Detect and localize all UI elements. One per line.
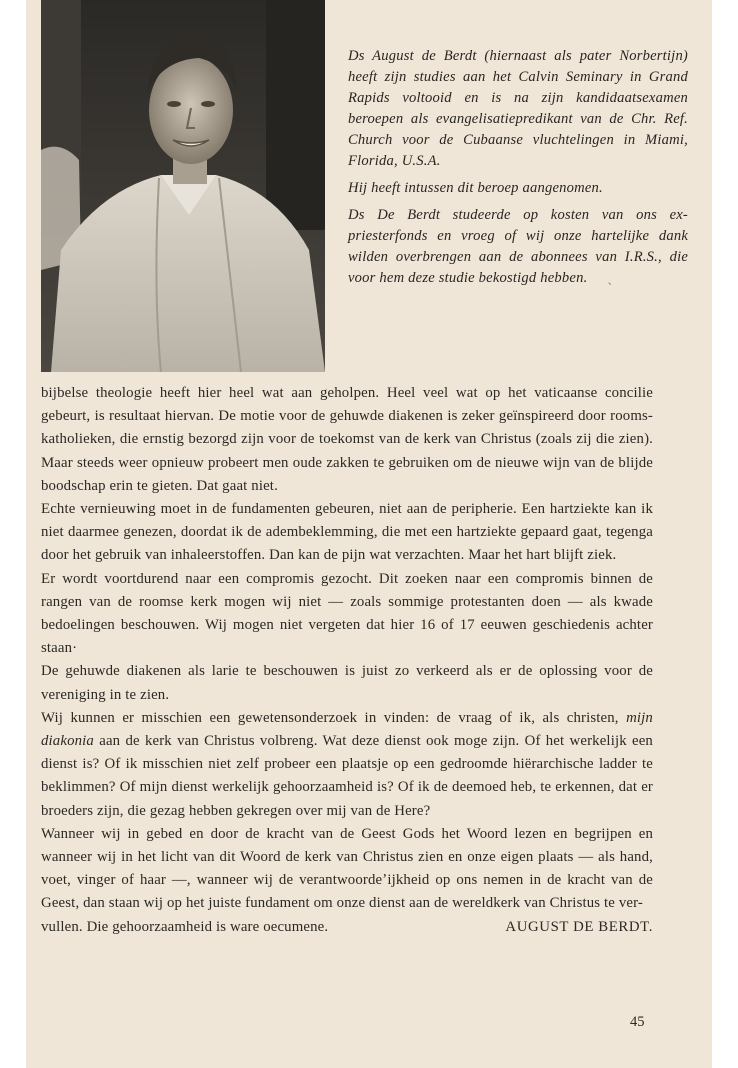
article-body bbox=[41, 382, 653, 939]
body-text-run: Wij kunnen er misschien een gewetensonderzoek in vinden: de vraag of ik, als christen, bbox=[41, 709, 627, 726]
body-paragraph: bijbelse theologie heeft hier heel wat aan geholpen. Heel veel wat op het vaticaanse concilie gebeurt, is resultaat hiervan. De motie voor de gehuwde diakenen is zeker geïnspireerd door rooms-katholieken, die ernstig bezorgd zijn voor de toekomst van de kerk van Christus (zoals zij die zien). Maar steeds weer opnieuw probeert men oude zakken te gebruiken om de nieuwe wijn van de blijde boodschap erin te gieten. Dat gaat niet. bbox=[41, 385, 653, 494]
body-text-run: aan de kerk van Christus volbreng. Wat deze dienst ook moge zijn. Of het werkelijk een dienst is? Of ik misschien niet zelf probeer een plaatsje op een gedroomde hiërarchische ladder te beklimmen? Of mijn dienst werkelijk gehoorzaamheid is? Of ik de deemoed heb, te erkennen, dat er broeders zijn, die gezag hebben gekregen over mij van de Here? bbox=[41, 733, 653, 819]
body-paragraph: Wanneer wij in gebed en door de kracht van de Geest Gods het Woord lezen en begrijpen en wanneer wij in het licht van dit Woord de kerk van Christus zien en onze eigen plaats — als hand, voet, vinger of haar —, wanneer wij de verantwoordeʼijkheid op ons nemen in de kracht van de Geest, dan staan wij op het juiste fundament om onze dienst aan de wereldkerk van Christus te ver- bbox=[41, 825, 653, 912]
author-signature: AUGUST DE BERDT. bbox=[505, 918, 653, 935]
portrait-photo bbox=[41, 0, 325, 372]
closing-line bbox=[41, 916, 653, 939]
photo-caption bbox=[348, 46, 688, 295]
page-number: 45 bbox=[630, 1014, 645, 1030]
document-page bbox=[26, 0, 712, 1068]
caption-paragraph: Ds August de Berdt (hiernaast als pater Norbertijn) heeft zijn studies aan het Calvin Seminary in Grand Rapids voltooid en is na zijn kandidaatsexamen beroepen als evangelisatiepredikant van de Chr. Ref. Church voor de Cubaanse vluchtelingen in Miami, Florida, U.S.A. bbox=[348, 48, 688, 169]
body-paragraph: Er wordt voortdurend naar een compromis gezocht. Dit zoeken naar een compromis binnen de rangen van de roomse kerk mogen wij niet — zoals sommige protestanten doen — als kwade bedoelingen beschouwen. Wij mogen niet vergeten dat hier 16 of 17 eeuwen geschiedenis achter staan· bbox=[41, 570, 653, 657]
body-text-run: vullen. Die gehoorzaamheid is ware oecumene. bbox=[41, 918, 329, 935]
caption-paragraph bbox=[348, 205, 688, 289]
stray-mark: ˎ bbox=[607, 270, 613, 286]
caption-paragraph: Hij heeft intussen dit beroep aangenomen. bbox=[348, 180, 603, 196]
body-paragraph bbox=[41, 707, 653, 823]
body-paragraph: Echte vernieuwing moet in de fundamenten gebeuren, niet aan de peripherie. Een hartziekte kan ik niet daarmee genezen, doordat ik de adembeklemming, die met een hartziekte gepaard gaat, tegenga door het gebruik van inhaleerstoffen. Dan kan de pijn wat verzachten. Maar het hart blijft ziek. bbox=[41, 501, 653, 564]
body-paragraph: De gehuwde diakenen als larie te beschouwen is juist zo verkeerd als er de oplossing voor de vereniging in te zien. bbox=[41, 663, 653, 703]
portrait-illustration bbox=[41, 0, 325, 372]
emphasis-text: mijn diakonia bbox=[41, 709, 653, 750]
caption-paragraph-text: Ds De Berdt studeerde op kosten van ons ex-priesterfonds en vroeg of wij onze hartelijke dank wilden overbrengen aan de abonnees van I.R.S., die voor hem deze studie bekostigd hebben. bbox=[348, 207, 688, 286]
